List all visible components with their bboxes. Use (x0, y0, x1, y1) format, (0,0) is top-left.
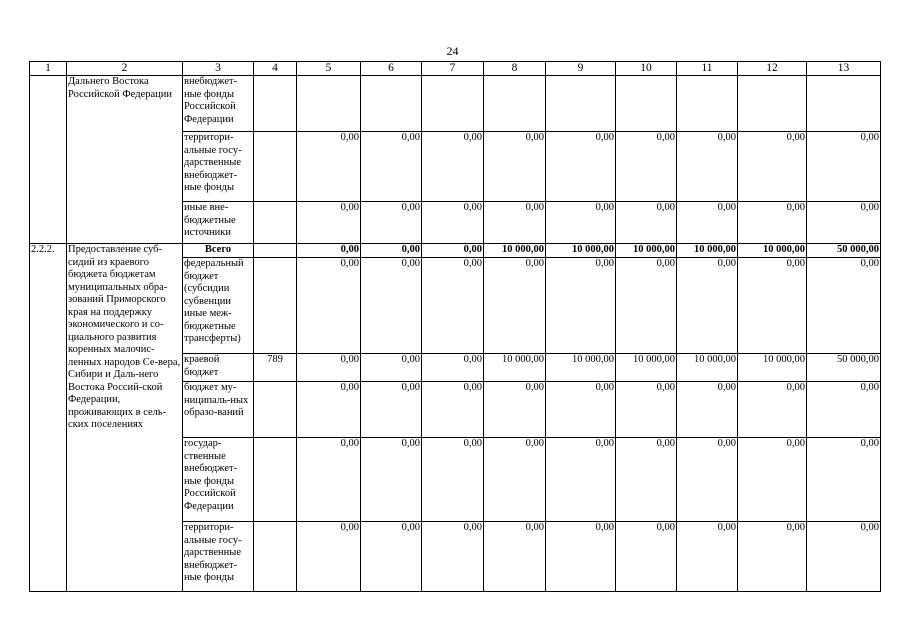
value-cell: 0,00 (546, 132, 616, 202)
value-cell: 0,00 (546, 522, 616, 592)
value-cell: 0,00 (484, 382, 546, 438)
value-cell: 10 000,00 (546, 244, 616, 258)
table-row-total (30, 244, 881, 258)
value-cell: 10 000,00 (677, 354, 738, 382)
value-cell: 0,00 (677, 258, 738, 354)
funding-source: краевой бюджет (183, 354, 254, 382)
budget-code (254, 258, 297, 354)
value-cell (738, 76, 807, 132)
column-number: 12 (738, 62, 807, 76)
column-number: 11 (677, 62, 738, 76)
value-cell: 0,00 (677, 438, 738, 522)
column-number: 4 (254, 62, 297, 76)
funding-source: внебюджет-ные фонды Российской Федерации (183, 76, 254, 132)
value-cell (677, 76, 738, 132)
value-cell: 0,00 (422, 522, 484, 592)
value-cell: 0,00 (677, 382, 738, 438)
value-cell: 0,00 (422, 244, 484, 258)
value-cell: 0,00 (738, 202, 807, 244)
budget-code (254, 132, 297, 202)
value-cell: 50 000,00 (807, 354, 881, 382)
budget-code (254, 202, 297, 244)
budget-table (29, 61, 881, 592)
column-number: 6 (361, 62, 422, 76)
column-number: 8 (484, 62, 546, 76)
value-cell: 0,00 (422, 202, 484, 244)
value-cell: 0,00 (807, 258, 881, 354)
funding-source: территори-альные госу-дарственные внебюджет-ные фонды (183, 522, 254, 592)
value-cell: 0,00 (361, 354, 422, 382)
value-cell: 0,00 (738, 258, 807, 354)
funding-source: федеральный бюджет (субсидии субвенции иные меж-бюджетные трансферты) (183, 258, 254, 354)
value-cell: 0,00 (738, 522, 807, 592)
value-cell: 0,00 (616, 202, 677, 244)
value-cell: 0,00 (297, 354, 361, 382)
value-cell: 0,00 (484, 202, 546, 244)
value-cell (807, 76, 881, 132)
column-number: 10 (616, 62, 677, 76)
value-cell: 0,00 (616, 132, 677, 202)
value-cell: 0,00 (616, 438, 677, 522)
column-number: 9 (546, 62, 616, 76)
value-cell: 0,00 (738, 132, 807, 202)
value-cell: 0,00 (297, 244, 361, 258)
column-number: 2 (67, 62, 183, 76)
value-cell: 0,00 (361, 522, 422, 592)
value-cell (616, 76, 677, 132)
value-cell: 0,00 (546, 438, 616, 522)
value-cell: 0,00 (422, 354, 484, 382)
table-row (30, 76, 881, 132)
value-cell (546, 76, 616, 132)
value-cell: 0,00 (616, 522, 677, 592)
value-cell (422, 76, 484, 132)
value-cell: 0,00 (616, 258, 677, 354)
value-cell: 0,00 (616, 382, 677, 438)
value-cell: 0,00 (361, 202, 422, 244)
value-cell: 0,00 (297, 522, 361, 592)
value-cell: 10 000,00 (484, 244, 546, 258)
value-cell: 0,00 (546, 258, 616, 354)
item-name-cell: Дальнего Востока Российской Федерации (67, 76, 183, 244)
value-cell (361, 76, 422, 132)
value-cell: 0,00 (807, 202, 881, 244)
budget-code (254, 522, 297, 592)
funding-source: бюджет му-ниципаль-ных образо-ваний (183, 382, 254, 438)
value-cell (297, 76, 361, 132)
value-cell: 10 000,00 (484, 354, 546, 382)
column-number-row (30, 62, 881, 76)
value-cell: 0,00 (422, 132, 484, 202)
value-cell: 0,00 (422, 258, 484, 354)
value-cell: 0,00 (807, 438, 881, 522)
value-cell: 0,00 (297, 132, 361, 202)
page-number: 24 (446, 44, 459, 58)
value-cell: 0,00 (484, 438, 546, 522)
budget-code: 789 (254, 354, 297, 382)
column-number: 7 (422, 62, 484, 76)
value-cell: 0,00 (297, 382, 361, 438)
item-number-cell: 2.2.2. (30, 244, 67, 592)
value-cell: 10 000,00 (738, 244, 807, 258)
value-cell: 0,00 (546, 382, 616, 438)
value-cell: 0,00 (807, 382, 881, 438)
value-cell: 0,00 (361, 244, 422, 258)
budget-code (254, 244, 297, 258)
value-cell: 0,00 (677, 202, 738, 244)
value-cell: 0,00 (297, 258, 361, 354)
value-cell: 0,00 (484, 132, 546, 202)
value-cell: 0,00 (361, 258, 422, 354)
value-cell: 0,00 (807, 522, 881, 592)
value-cell: 0,00 (361, 438, 422, 522)
table-body (30, 62, 881, 592)
value-cell (484, 76, 546, 132)
value-cell: 0,00 (546, 202, 616, 244)
value-cell: 0,00 (297, 438, 361, 522)
budget-code (254, 438, 297, 522)
funding-source: Всего (183, 244, 254, 258)
budget-code (254, 76, 297, 132)
value-cell: 10 000,00 (616, 354, 677, 382)
value-cell: 0,00 (297, 202, 361, 244)
item-name-cell: Предоставление суб-сидий из краевого бюджета бюджетам муниципальных обра-зований Приморского края на поддержку экономического и со-циального развития коренных малочис-ленных народов Се-вера, Сибири и Даль-него Востока Россий-ской Федерации, проживающих в сель-ских поселениях (67, 244, 183, 592)
value-cell: 0,00 (738, 438, 807, 522)
value-cell: 50 000,00 (807, 244, 881, 258)
value-cell: 0,00 (677, 132, 738, 202)
funding-source: иные вне-бюджетные источники (183, 202, 254, 244)
column-number: 5 (297, 62, 361, 76)
column-number: 13 (807, 62, 881, 76)
value-cell: 0,00 (422, 438, 484, 522)
value-cell: 0,00 (738, 382, 807, 438)
value-cell: 0,00 (677, 522, 738, 592)
value-cell: 10 000,00 (616, 244, 677, 258)
budget-code (254, 382, 297, 438)
value-cell: 0,00 (361, 382, 422, 438)
column-number: 3 (183, 62, 254, 76)
value-cell: 10 000,00 (546, 354, 616, 382)
funding-source: государ-ственные внебюджет-ные фонды Российской Федерации (183, 438, 254, 522)
column-number: 1 (30, 62, 67, 76)
value-cell: 10 000,00 (738, 354, 807, 382)
funding-source: территори-альные госу-дарственные внебюджет-ные фонды (183, 132, 254, 202)
value-cell: 0,00 (484, 258, 546, 354)
value-cell: 10 000,00 (677, 244, 738, 258)
value-cell: 0,00 (807, 132, 881, 202)
value-cell: 0,00 (484, 522, 546, 592)
value-cell: 0,00 (361, 132, 422, 202)
value-cell: 0,00 (422, 382, 484, 438)
item-number-cell (30, 76, 67, 244)
